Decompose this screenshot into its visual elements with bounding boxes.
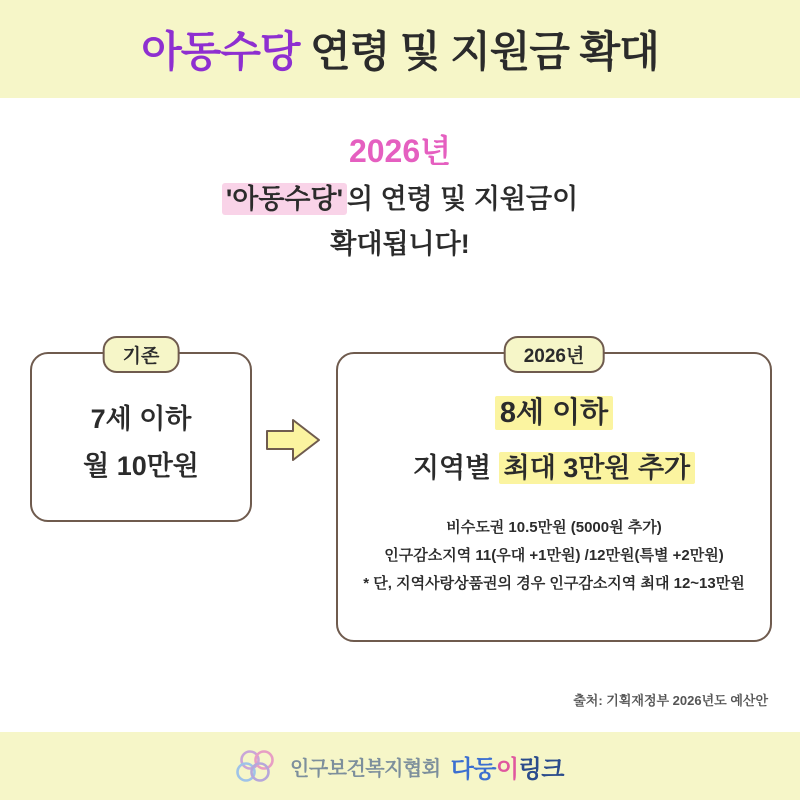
new-policy-line-2-prefix: 지역별 xyxy=(412,452,499,483)
new-policy-line-1 xyxy=(338,392,770,436)
intro-keyword: '아동수당' xyxy=(222,183,347,215)
intro-year-row xyxy=(0,130,800,173)
new-policy-body xyxy=(338,392,770,597)
intro-line-2 xyxy=(0,179,800,220)
old-policy-box xyxy=(30,346,252,522)
intro-block xyxy=(0,130,800,264)
footer-brand-part-2: 이 xyxy=(495,755,519,783)
header-band xyxy=(0,0,800,98)
page-title-rest: 연령 및 지원금 확대 xyxy=(299,28,659,75)
page-title-highlight: 아동수당 xyxy=(141,28,300,75)
new-policy-line-2 xyxy=(338,448,770,489)
note-line: * 단, 지역사랑상품권의 경우 인구감소지역 최대 12~13만원 xyxy=(363,574,745,592)
new-policy-line-1-text: 8세 이하 xyxy=(495,396,613,430)
new-policy-line-2-highlight: 최대 3만원 추가 xyxy=(499,452,696,484)
footer-brand xyxy=(451,749,564,784)
page-title xyxy=(141,19,659,79)
old-policy-line-1: 7세 이하 xyxy=(90,404,192,434)
new-policy-tag: 2026년 xyxy=(504,336,605,373)
footer-brand-part-1: 다둥 xyxy=(450,755,496,783)
old-policy-body xyxy=(32,396,250,491)
old-policy-line-2: 월 10만원 xyxy=(83,451,199,482)
old-policy-tag: 기존 xyxy=(103,336,180,373)
arrow-right-icon xyxy=(263,415,323,465)
note-line: 비수도권 10.5만원 (5000원 추가) xyxy=(446,519,662,536)
footer-organization: 인구보건복지협회 xyxy=(290,757,441,780)
source-note: 출처: 기획재정부 2026년도 예산안 xyxy=(573,693,768,708)
interlocking-circles-logo xyxy=(236,749,280,783)
new-policy-notes xyxy=(338,514,770,597)
note-line: 인구감소지역 11(우대 +1만원) /12만원(특별 +2만원) xyxy=(384,546,724,564)
intro-line-3: 확대됩니다! xyxy=(330,228,470,259)
new-policy-box xyxy=(336,346,772,642)
intro-year: 2026년 xyxy=(348,133,452,169)
intro-line-2-rest: 의 연령 및 지원금이 xyxy=(347,184,579,215)
footer-band xyxy=(0,732,800,800)
footer-brand-part-3: 링크 xyxy=(518,755,564,783)
